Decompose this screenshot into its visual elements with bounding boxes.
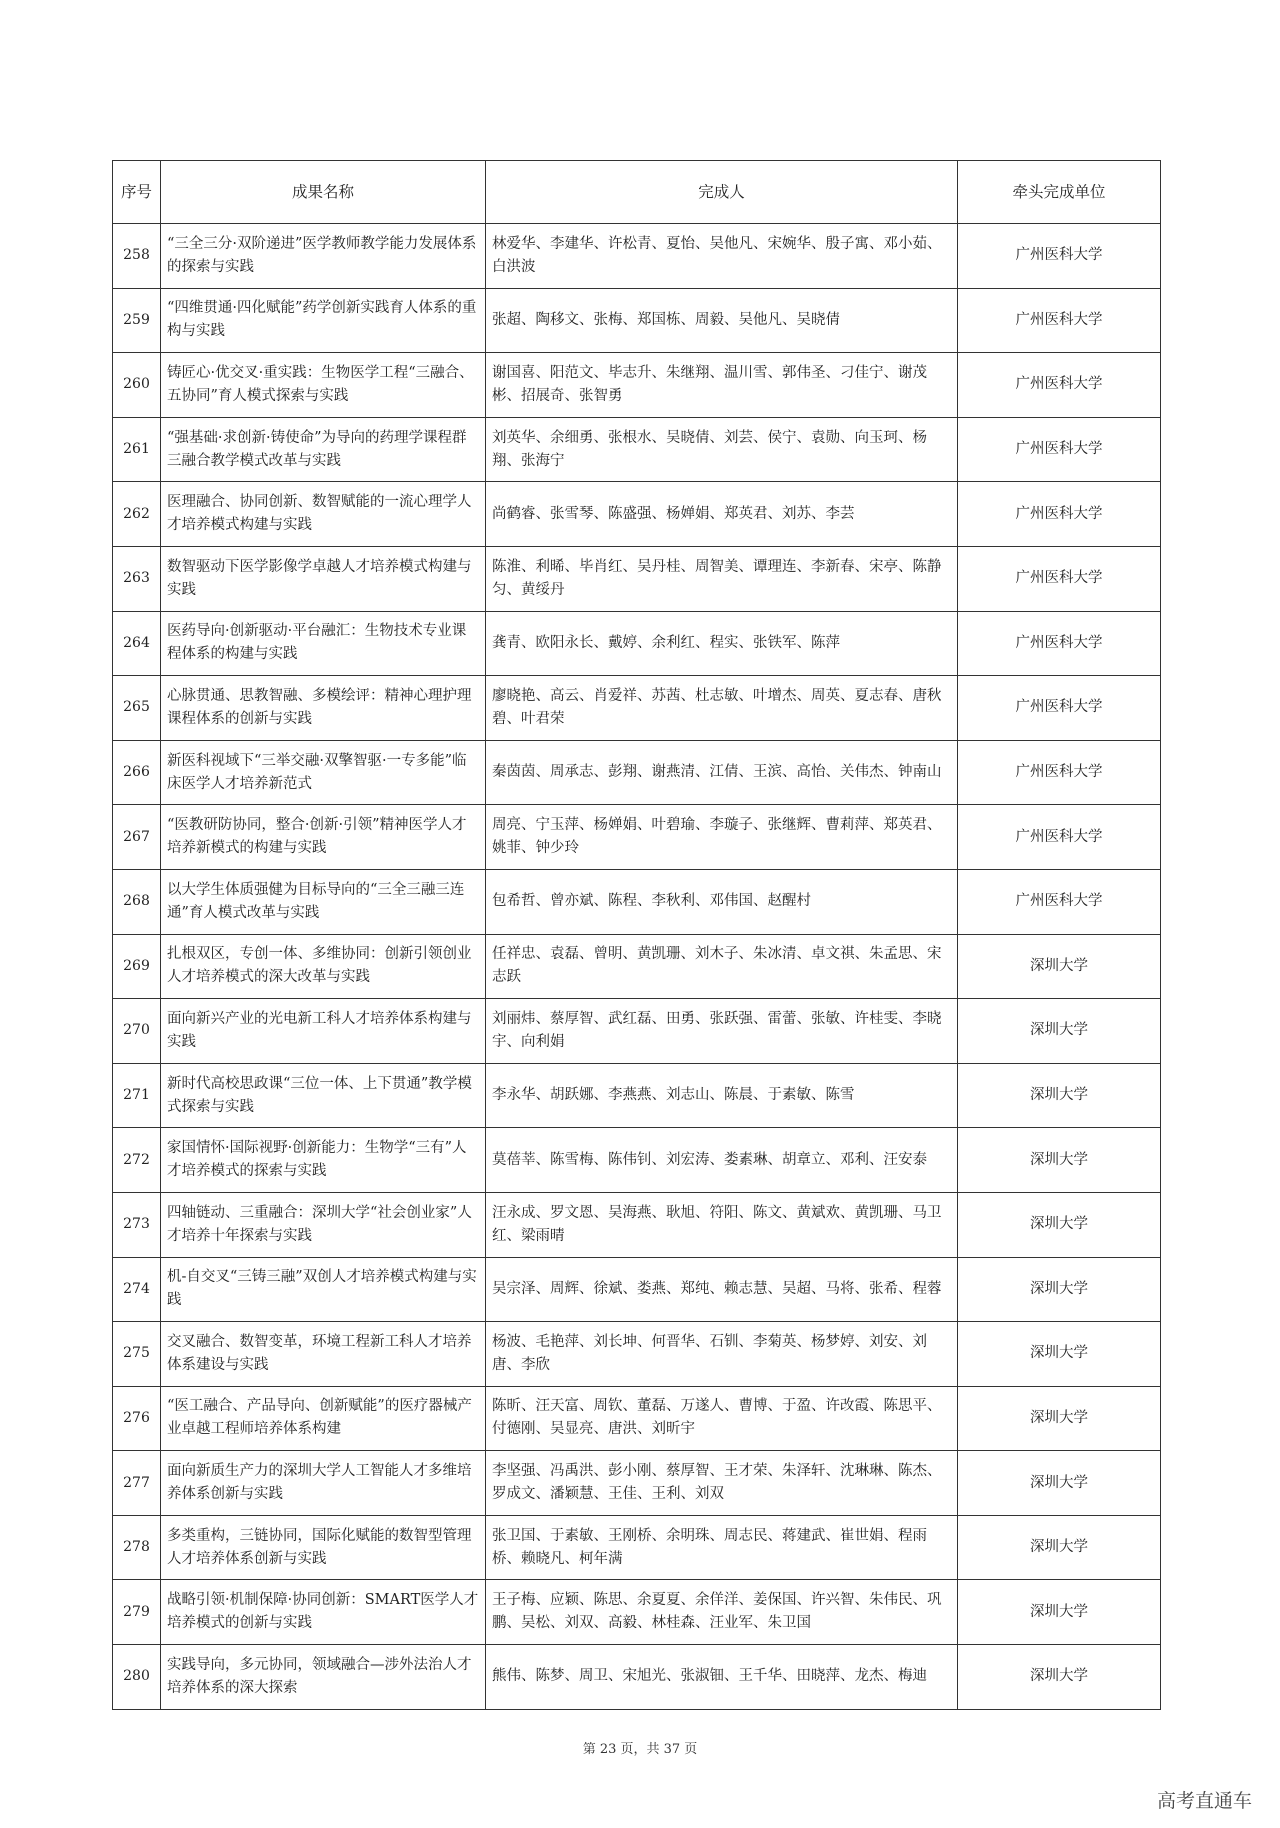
table-row [113,1192,1161,1257]
table-row [113,1645,1161,1710]
row-people: 张超、陶移文、张梅、郑国栋、周毅、吴他凡、吴晓倩 [486,288,958,353]
row-people: 杨波、毛艳萍、刘长坤、何晋华、石钏、李菊英、杨梦婷、刘安、刘唐、李欣 [486,1322,958,1387]
row-number: 258 [113,224,161,289]
table-row [113,1580,1161,1645]
row-title: “四维贯通·四化赋能”药学创新实践育人体系的重构与实践 [161,288,486,353]
row-unit: 广州医科大学 [958,740,1161,805]
table-row [113,740,1161,805]
row-unit: 广州医科大学 [958,288,1161,353]
row-unit: 广州医科大学 [958,417,1161,482]
row-people: 熊伟、陈梦、周卫、宋旭光、张淑钿、王千华、田晓萍、龙杰、梅迪 [486,1645,958,1710]
row-title: “医教研防协同，整合·创新·引领”精神医学人才培养新模式的构建与实践 [161,805,486,870]
row-title: 数智驱动下医学影像学卓越人才培养模式构建与实践 [161,546,486,611]
row-people: 龚青、欧阳永长、戴婷、余利红、程实、张铁军、陈萍 [486,611,958,676]
row-title: 新时代高校思政课“三位一体、上下贯通”教学模式探索与实践 [161,1063,486,1128]
row-title: 交叉融合、数智变革，环境工程新工科人才培养体系建设与实践 [161,1322,486,1387]
row-number: 262 [113,482,161,547]
row-people: 王子梅、应颖、陈思、余夏夏、余佯洋、姜保国、许兴智、朱伟民、巩鹏、吴松、刘双、高毅、林桂森、汪业军、朱卫国 [486,1580,958,1645]
row-title: 面向新质生产力的深圳大学人工智能人才多维培养体系创新与实践 [161,1451,486,1516]
table-row [113,1322,1161,1387]
results-table-container [112,160,1160,1710]
row-people: 林爱华、李建华、许松青、夏怡、吴他凡、宋婉华、殷子寓、邓小茹、白洪波 [486,224,958,289]
row-unit: 深圳大学 [958,1515,1161,1580]
table-row [113,288,1161,353]
row-title: 铸匠心·优交叉·重实践：生物医学工程“三融合、五协同”育人模式探索与实践 [161,353,486,418]
table-row [113,869,1161,934]
row-unit: 广州医科大学 [958,224,1161,289]
row-title: 医药导向·创新驱动·平台融汇：生物技术专业课程体系的构建与实践 [161,611,486,676]
results-table [112,160,1161,1710]
row-title: 以大学生体质强健为目标导向的“三全三融三连通”育人模式改革与实践 [161,869,486,934]
row-number: 275 [113,1322,161,1387]
row-unit: 深圳大学 [958,1192,1161,1257]
row-title: “医工融合、产品导向、创新赋能”的医疗器械产业卓越工程师培养体系构建 [161,1386,486,1451]
row-number: 273 [113,1192,161,1257]
row-unit: 广州医科大学 [958,676,1161,741]
table-row [113,805,1161,870]
row-number: 259 [113,288,161,353]
row-number: 263 [113,546,161,611]
row-title: 战略引领·机制保障·协同创新：SMART医学人才培养模式的创新与实践 [161,1580,486,1645]
watermark: 高考直通车 [1156,1790,1252,1812]
row-number: 280 [113,1645,161,1710]
row-unit: 深圳大学 [958,999,1161,1064]
table-row [113,417,1161,482]
row-number: 265 [113,676,161,741]
table-row [113,1063,1161,1128]
row-people: 汪永成、罗文恩、吴海燕、耿旭、符阳、陈文、黄斌欢、黄凯珊、马卫红、梁雨晴 [486,1192,958,1257]
row-title: 机-自交叉“三铸三融”双创人才培养模式构建与实践 [161,1257,486,1322]
row-people: 莫蓓莘、陈雪梅、陈伟钊、刘宏涛、娄素琳、胡章立、邓利、汪安泰 [486,1128,958,1193]
row-unit: 广州医科大学 [958,482,1161,547]
table-row [113,546,1161,611]
row-unit: 广州医科大学 [958,353,1161,418]
row-unit: 深圳大学 [958,1645,1161,1710]
row-title: 扎根双区，专创一体、多维协同：创新引领创业人才培养模式的深大改革与实践 [161,934,486,999]
row-number: 270 [113,999,161,1064]
row-unit: 广州医科大学 [958,805,1161,870]
table-row [113,224,1161,289]
row-unit: 广州医科大学 [958,611,1161,676]
row-people: 陈淮、利晞、毕肖红、吴丹桂、周智美、谭理连、李新春、宋亭、陈静匀、黄绥丹 [486,546,958,611]
row-number: 267 [113,805,161,870]
table-row [113,934,1161,999]
row-title: “强基础·求创新·铸使命”为导向的药理学课程群三融合教学模式改革与实践 [161,417,486,482]
row-number: 274 [113,1257,161,1322]
row-people: 刘丽炜、蔡厚智、武红磊、田勇、张跃强、雷蕾、张敏、许桂雯、李晓宇、向利娟 [486,999,958,1064]
row-number: 279 [113,1580,161,1645]
header-number: 序号 [113,161,161,224]
row-title: 多类重构，三链协同，国际化赋能的数智型管理人才培养体系创新与实践 [161,1515,486,1580]
row-title: 心脉贯通、思教智融、多模绘评：精神心理护理课程体系的创新与实践 [161,676,486,741]
row-number: 277 [113,1451,161,1516]
row-number: 276 [113,1386,161,1451]
row-title: 家国情怀·国际视野·创新能力：生物学“三有”人才培养模式的探索与实践 [161,1128,486,1193]
row-people: 李永华、胡跃娜、李燕燕、刘志山、陈晨、于素敏、陈雪 [486,1063,958,1128]
table-row [113,1257,1161,1322]
row-title: 实践导向，多元协同，领域融合—涉外法治人才培养体系的深大探索 [161,1645,486,1710]
table-row [113,676,1161,741]
row-people: 秦茵茵、周承志、彭翔、谢燕清、江倩、王滨、高怡、关伟杰、钟南山 [486,740,958,805]
row-unit: 广州医科大学 [958,546,1161,611]
table-row [113,482,1161,547]
row-number: 271 [113,1063,161,1128]
table-body [113,224,1161,1710]
page-number: 第 23 页，共 37 页 [582,1742,698,1757]
row-number: 278 [113,1515,161,1580]
row-unit: 深圳大学 [958,1580,1161,1645]
table-row [113,1386,1161,1451]
row-title: 医理融合、协同创新、数智赋能的一流心理学人才培养模式构建与实践 [161,482,486,547]
row-unit: 深圳大学 [958,1063,1161,1128]
row-people: 尚鹤睿、张雪琴、陈盛强、杨婵娟、郑英君、刘苏、李芸 [486,482,958,547]
row-people: 陈昕、汪天富、周钦、董磊、万遂人、曹博、于盈、许改霞、陈思平、付德刚、吴显亮、唐洪、刘昕宇 [486,1386,958,1451]
row-number: 268 [113,869,161,934]
row-title: “三全三分·双阶递进”医学教师教学能力发展体系的探索与实践 [161,224,486,289]
row-title: 新医科视域下“三举交融·双擎智驱·一专多能”临床医学人才培养新范式 [161,740,486,805]
row-people: 廖晓艳、高云、肖爱祥、苏茜、杜志敏、叶增杰、周英、夏志春、唐秋碧、叶君荣 [486,676,958,741]
row-unit: 深圳大学 [958,1257,1161,1322]
row-people: 刘英华、余细勇、张根水、吴晓倩、刘芸、侯宁、袁勋、向玉珂、杨翔、张海宁 [486,417,958,482]
header-people: 完成人 [486,161,958,224]
row-people: 周亮、宁玉萍、杨婵娟、叶碧瑜、李璇子、张继辉、曹莉萍、郑英君、姚菲、钟少玲 [486,805,958,870]
table-row [113,1451,1161,1516]
row-people: 张卫国、于素敏、王刚桥、余明珠、周志民、蒋建武、崔世娟、程雨桥、赖晓凡、柯年满 [486,1515,958,1580]
row-number: 261 [113,417,161,482]
table-row [113,611,1161,676]
header-unit: 牵头完成单位 [958,161,1161,224]
row-number: 260 [113,353,161,418]
row-number: 269 [113,934,161,999]
table-row [113,353,1161,418]
table-header-row [113,161,1161,224]
row-unit: 深圳大学 [958,1451,1161,1516]
row-people: 吴宗泽、周辉、徐斌、娄燕、郑纯、赖志慧、吴超、马将、张希、程蓉 [486,1257,958,1322]
row-unit: 深圳大学 [958,1128,1161,1193]
row-title: 四轴链动、三重融合：深圳大学“社会创业家”人才培养十年探索与实践 [161,1192,486,1257]
table-row [113,999,1161,1064]
row-people: 李坚强、冯禹洪、彭小刚、蔡厚智、王才荣、朱泽轩、沈琳琳、陈杰、罗成文、潘颖慧、王佳、王利、刘双 [486,1451,958,1516]
row-number: 266 [113,740,161,805]
row-number: 272 [113,1128,161,1193]
table-row [113,1128,1161,1193]
row-unit: 深圳大学 [958,1322,1161,1387]
row-unit: 广州医科大学 [958,869,1161,934]
row-people: 谢国喜、阳范文、毕志升、朱继翔、温川雪、郭伟圣、刁佳宁、谢茂彬、招展奇、张智勇 [486,353,958,418]
row-people: 任祥忠、袁磊、曾明、黄凯珊、刘木子、朱冰清、卓文祺、朱孟思、宋志跃 [486,934,958,999]
table-row [113,1515,1161,1580]
row-people: 包希哲、曾亦斌、陈程、李秋利、邓伟国、赵醒村 [486,869,958,934]
row-number: 264 [113,611,161,676]
row-unit: 深圳大学 [958,1386,1161,1451]
header-title: 成果名称 [161,161,486,224]
row-unit: 深圳大学 [958,934,1161,999]
row-title: 面向新兴产业的光电新工科人才培养体系构建与实践 [161,999,486,1064]
